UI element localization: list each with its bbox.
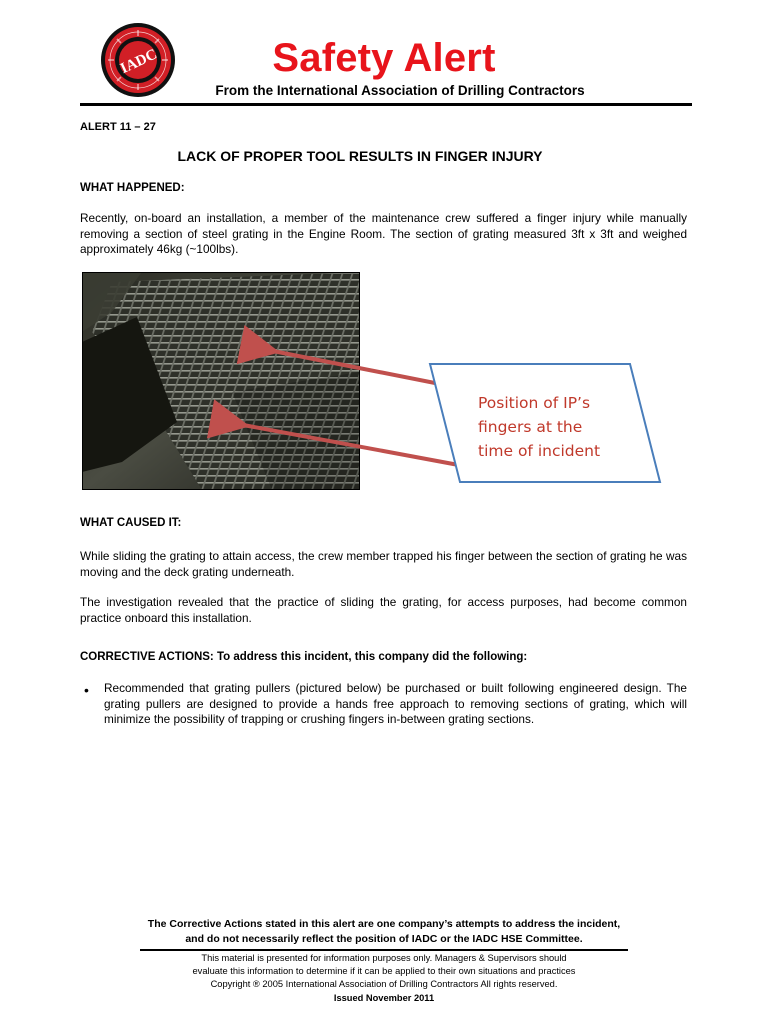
svg-text:Position of IP’s fingers a [478, 394, 600, 460]
what-caused-paragraph-1: While sliding the grating to attain access, the crew member trapped his finger between the section of grating he was moving and the deck grating underneath. [80, 549, 687, 579]
footer-divider [140, 949, 628, 951]
page-title: Safety Alert [272, 36, 496, 80]
alert-number: ALERT 11 – 27 [80, 121, 156, 133]
issued-date: Issued November 2011 [333, 992, 435, 1003]
page-subtitle: From the International Association of Drilling Contractors [215, 83, 585, 98]
disclaimer [0, 917, 768, 947]
footer-line-2: evaluate this information to determine if it can be applied to their own situations and practices [192, 966, 576, 977]
incident-callout [80, 272, 680, 492]
footer [0, 952, 768, 1005]
disclaimer-line-1: The Corrective Actions stated in this alert are one company’s attempts to address the incident, [147, 918, 621, 930]
what-happened-text: Recently, on-board an installation, a member of the maintenance crew suffered a finger injury while manually removing a section of steel grating in the Engine Room. The section of grating measured 3ft x 3ft and weighed approximately 46kg (~100lbs). [80, 211, 687, 256]
corrective-action-item: Recommended that grating pullers (pictured below) be purchased or built following engineered design. The grating pullers are designed to provide a hands free approach to removing sections of grating, which will minimize the possibility of trapping or crushing fingers in-between grating sections. [104, 681, 687, 726]
callout-arrow-lower [238, 424, 464, 466]
callout-line-2: fingers at the [478, 418, 583, 436]
callout-line-3: time of incident [478, 442, 601, 460]
callout-line-1: Position of IP’s [478, 394, 591, 412]
corrective-actions-heading: CORRECTIVE ACTIONS: To address this incident, this company did the following: [80, 651, 528, 663]
what-caused-paragraph-2: The investigation revealed that the practice of sliding the grating, for access purposes, had become common practice onboard this installation. [80, 595, 687, 625]
footer-copyright: Copyright ® 2005 International Association of Drilling Contractors All rights reserved. [210, 979, 558, 990]
bullet-marker: • [84, 682, 89, 698]
what-happened-heading: WHAT HAPPENED: [80, 182, 185, 194]
what-caused-heading: WHAT CAUSED IT: [80, 517, 182, 529]
disclaimer-line-2: and do not necessarily reflect the position of IADC or the IADC HSE Committee. [185, 933, 583, 945]
footer-line-1: This material is presented for information purposes only. Managers & Supervisors should [201, 953, 567, 963]
callout-arrow-upper [268, 350, 440, 384]
logo-text: IADC [118, 46, 160, 78]
header-divider [80, 103, 692, 106]
alert-headline: LACK OF PROPER TOOL RESULTS IN FINGER INJURY [177, 148, 543, 164]
